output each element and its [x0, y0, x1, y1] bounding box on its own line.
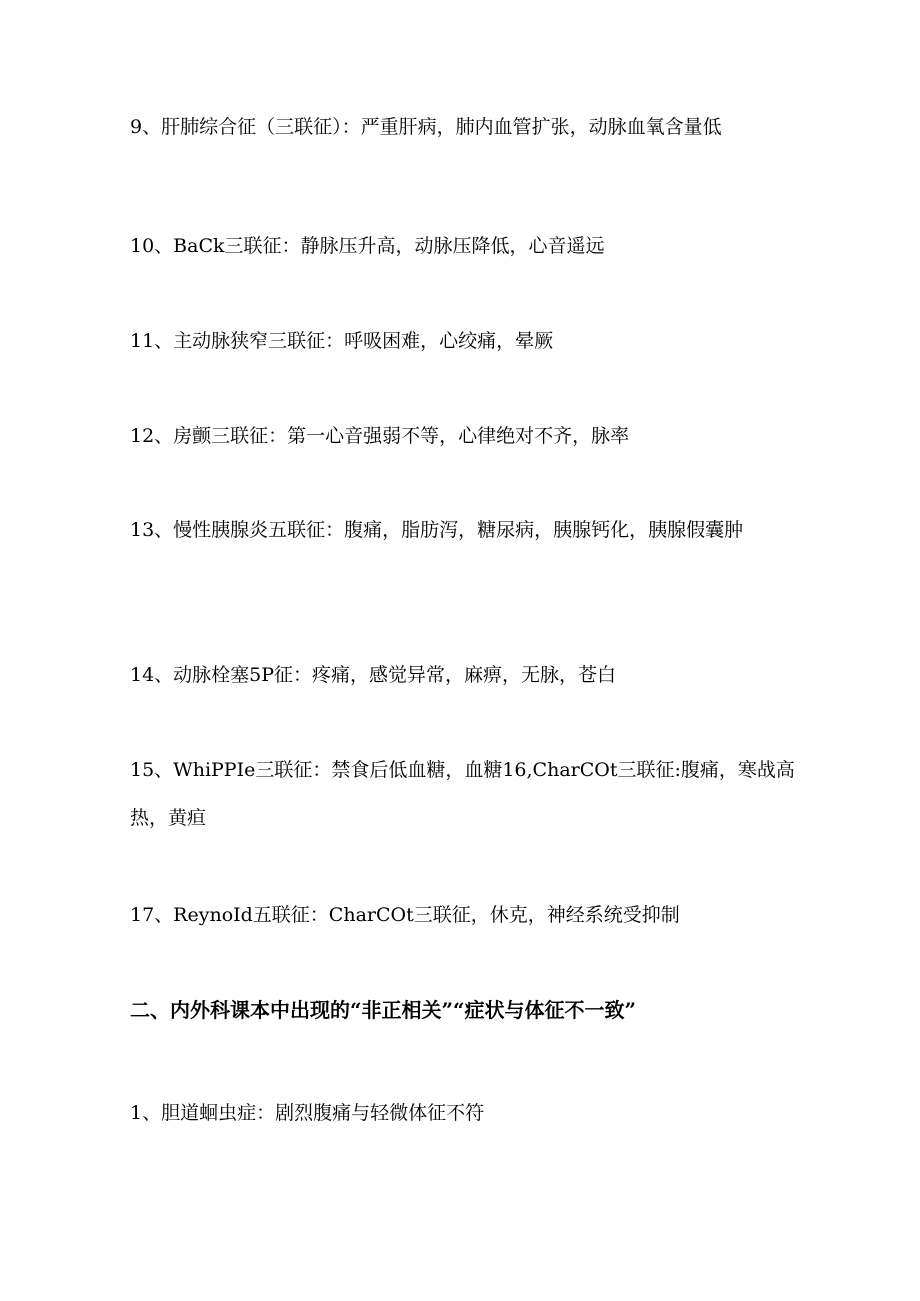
list-item-14: 14、动脉栓塞5P征：疼痛，感觉异常，麻痹，无脉，苍白	[130, 664, 617, 686]
list-item-9: 9、肝肺综合征（三联征）：严重肝病，肺内血管扩张，动脉血氧含量低	[130, 116, 722, 138]
list-item-13: 13、慢性胰腺炎五联征：腹痛，脂肪泻，糖尿病，胰腺钙化，胰腺假囊肿	[130, 519, 744, 541]
list-item-15: 15、WhiPPIe三联征：禁食后低血糖，血糖16,CharCOt三联征:腹痛，寒战高热，黄疸	[130, 759, 795, 829]
section-item-1: 1、胆道蛔虫症：剧烈腹痛与轻微体征不符	[130, 1102, 485, 1124]
section-heading: 二、内外科课本中出现的“非正相关”“症状与体征不一致”	[130, 998, 637, 1022]
list-item-12: 12、房颤三联征：第一心音强弱不等，心律绝对不齐，脉率	[130, 425, 630, 447]
list-item-11: 11、主动脉狭窄三联征：呼吸困难，心绞痛，晕厥	[130, 330, 554, 352]
list-item-17: 17、ReynoId五联征：CharCOt三联征，休克，神经系统受抑制	[130, 904, 680, 926]
list-item-10: 10、BaCk三联征：静脉压升高，动脉压降低，心音遥远	[130, 235, 605, 257]
